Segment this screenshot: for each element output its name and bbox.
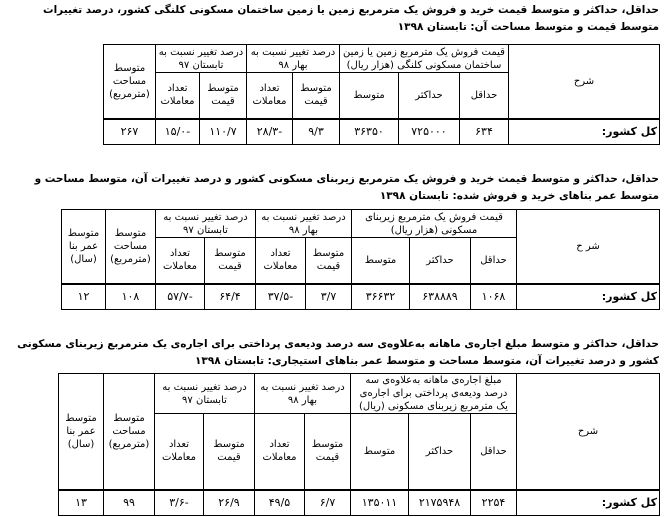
avg-price-header: متوسط قیمت: [305, 238, 351, 284]
transactions-header: تعداد معاملات: [154, 414, 203, 490]
avg-price-header: متوسط قیمت: [292, 73, 339, 119]
row-label: کل کشور:: [509, 119, 660, 145]
avg-area-header: متوسط مساحت (مترمربع): [105, 210, 155, 284]
cell-min: ۶۳۴: [460, 119, 509, 145]
min-header: حداقل: [460, 73, 509, 119]
change-summer-header: درصد تغییر نسبت به تابستان ۹۷: [155, 45, 246, 73]
cell-summer-price: ۱۱۰/۷: [199, 119, 246, 145]
max-header: حداکثر: [410, 238, 471, 284]
sharh-header: شرح: [517, 374, 660, 490]
price-group-header: قیمت فروش یک مترمربع زیربنای مسکونی (هزار ریال): [351, 210, 516, 238]
cell-spring-price: ۳/۷: [305, 284, 351, 310]
cell-avg-area: ۱۰۸: [105, 284, 155, 310]
cell-avg: ۳۶۳۵۰: [339, 119, 398, 145]
cell-summer-price: ۲۶/۹: [203, 490, 254, 516]
cell-avg-area: ۲۶۷: [103, 119, 155, 145]
max-header: حداکثر: [409, 414, 471, 490]
avg-price-header: متوسط قیمت: [199, 73, 246, 119]
cell-avg-age: ۱۳: [58, 490, 103, 516]
cell-avg-age: ۱۲: [61, 284, 105, 310]
avg-header: متوسط: [339, 73, 398, 119]
cell-max: ۷۲۵۰۰۰: [399, 119, 460, 145]
change-spring-header: درصد تغییر نسبت به بهار ۹۸: [254, 374, 350, 414]
avg-price-header: متوسط قیمت: [304, 414, 350, 490]
price-group-header: قیمت فروش یک مترمربع زمین یا زمین ساختمان مسکونی کلنگی (هزار ریال): [339, 45, 508, 73]
section2-title: حداقل، حداکثر و متوسط قیمت خرید و فروش یک مترمربع زیربنای مسکونی کشور و درصد تغییرات آن، متوسط مساحت و متوسط عمر بناهای خرید و فروش شده: تابستان ۱۳۹۸: [34, 173, 659, 202]
cell-spring-trans: -۳۷/۵: [255, 284, 305, 310]
cell-max: ۲۱۷۵۹۴۸: [409, 490, 471, 516]
cell-summer-price: ۶۴/۴: [204, 284, 255, 310]
cell-summer-trans: -۱۵/۰: [155, 119, 199, 145]
change-summer-header: درصد تغییر نسبت به تابستان ۹۷: [155, 210, 255, 238]
cell-min: ۲۲۵۴: [471, 490, 517, 516]
section3-table: [7, 373, 660, 516]
change-summer-header: درصد تغییر نسبت به تابستان ۹۷: [154, 374, 254, 414]
max-header: حداکثر: [399, 73, 460, 119]
cell-avg: ۳۶۶۳۲: [351, 284, 409, 310]
section3-title: حداقل، حداکثر و متوسط مبلغ اجاره‌ی ماهانه به‌علاوه‌ی سه درصد ودیعه‌ی پرداختی برای اجاره‌ی یک مترمربع زیربنای مسکونی کشور و درصد تغییرات آن، متوسط مساحت و متوسط عمر بناهای استیجاری: تابستان ۱۳۹۸: [17, 338, 659, 367]
avg-price-header: متوسط قیمت: [204, 238, 255, 284]
transactions-header: تعداد معاملات: [254, 414, 304, 490]
cell-spring-price: ۹/۳: [292, 119, 339, 145]
price-group-header: مبلغ اجاره‌ی ماهانه به‌علاوه‌ی سه درصد ودیعه‌ی پرداختی برای اجاره‌ی یک مترمربع زیربنای مسکونی (ریال): [350, 374, 516, 414]
cell-spring-trans: ۴۹/۵: [254, 490, 304, 516]
avg-age-header: متوسط عمر بنا (سال): [61, 210, 105, 284]
transactions-header: تعداد معاملات: [255, 238, 305, 284]
avg-header: متوسط: [350, 414, 408, 490]
transactions-header: تعداد معاملات: [155, 238, 204, 284]
avg-area-header: متوسط مساحت (مترمربع): [103, 45, 155, 119]
avg-age-header: متوسط عمر بنا (سال): [58, 374, 103, 490]
row-label: کل کشور:: [517, 284, 660, 310]
section1-title: حداقل، حداکثر و متوسط قیمت خرید و فروش یک مترمربع زمین یا زمین ساختمان مسکونی کلنگی کشور، درصد تغییرات متوسط قیمت و متوسط مساحت آن: تابستان ۱۳۹۸: [43, 4, 659, 33]
section2-table: [7, 209, 660, 310]
transactions-header: تعداد معاملات: [155, 73, 199, 119]
avg-header: متوسط: [351, 238, 409, 284]
change-spring-header: درصد تغییر نسبت به بهار ۹۸: [255, 210, 351, 238]
min-header: حداقل: [471, 238, 517, 284]
cell-min: ۱۰۶۸: [471, 284, 517, 310]
cell-avg-area: ۹۹: [103, 490, 154, 516]
cell-summer-trans: -۳/۶: [154, 490, 203, 516]
avg-area-header: متوسط مساحت (مترمربع): [103, 374, 154, 490]
transactions-header: تعداد معاملات: [246, 73, 292, 119]
min-header: حداقل: [471, 414, 517, 490]
change-spring-header: درصد تغییر نسبت به بهار ۹۸: [246, 45, 339, 73]
cell-summer-trans: -۵۷/۷: [155, 284, 204, 310]
row-label: کل کشور:: [517, 490, 660, 516]
cell-max: ۶۳۸۸۸۹: [410, 284, 471, 310]
avg-price-header: متوسط قیمت: [203, 414, 254, 490]
cell-spring-trans: -۲۸/۳: [246, 119, 292, 145]
section1-table: [7, 44, 660, 145]
cell-avg: ۱۳۵۰۱۱: [350, 490, 408, 516]
cell-spring-price: ۶/۷: [304, 490, 350, 516]
sharh-header: شرح: [509, 45, 660, 119]
sharh-header: شر ح: [517, 210, 660, 284]
